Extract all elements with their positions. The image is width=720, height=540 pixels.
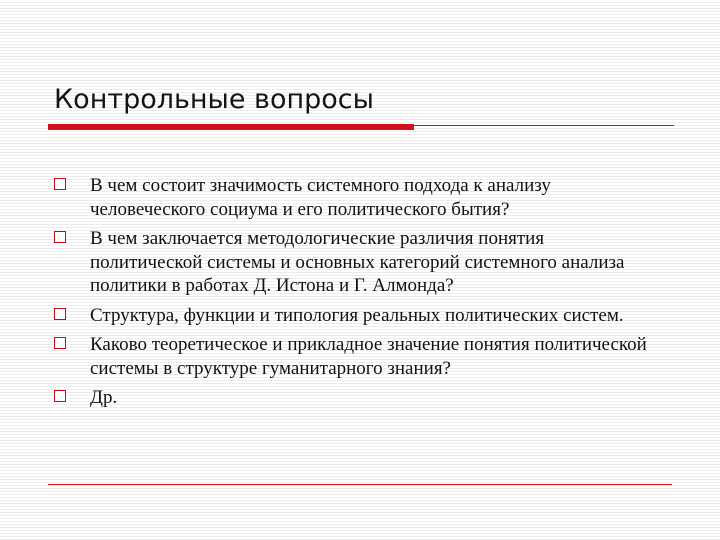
square-bullet-icon [54, 231, 66, 243]
square-bullet-icon [54, 178, 66, 190]
list-item [54, 304, 654, 328]
list-item-text: В чем заключается методологические различия понятия политической системы и основных категорий системного анализа политики в работах Д. Истона и Г. Алмонда? [90, 228, 625, 296]
title-underline-thick [48, 124, 414, 130]
square-bullet-icon [54, 308, 66, 320]
slide-title: Контрольные вопросы [54, 84, 374, 115]
list-item [54, 333, 654, 380]
square-bullet-icon [54, 390, 66, 402]
square-bullet-icon [54, 337, 66, 349]
list-item [54, 227, 654, 298]
list-item-text: Каково теоретическое и прикладное значение понятия политической системы в структуре гуманитарного знания? [90, 334, 647, 379]
list-item [54, 174, 654, 221]
footer-divider [48, 484, 672, 485]
title-underline-thin [414, 125, 674, 126]
list-item-text: Др. [90, 387, 118, 408]
question-list [54, 174, 654, 416]
list-item-text: В чем состоит значимость системного подхода к анализу человеческого социума и его политического бытия? [90, 175, 551, 220]
list-item-text: Структура, функции и типология реальных политических систем. [90, 304, 624, 326]
list-item [54, 386, 654, 410]
